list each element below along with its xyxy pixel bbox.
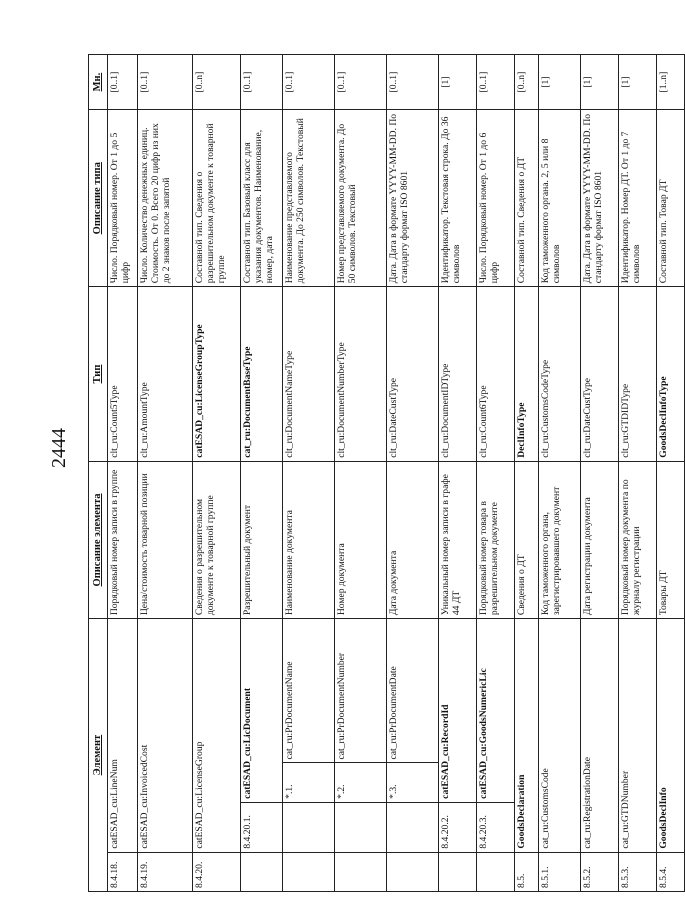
element-table bbox=[88, 54, 685, 892]
cell-mult: [0..1] bbox=[335, 55, 387, 110]
cell-mult: [1] bbox=[539, 55, 581, 110]
cell-name: catESAD_cu:LicenseGroup bbox=[193, 619, 241, 852]
cell-mult: [0..1] bbox=[283, 55, 335, 110]
indent-cell bbox=[387, 802, 439, 852]
cell-desc: Порядковый номер записи в группе bbox=[108, 461, 138, 618]
indent-cell bbox=[283, 802, 335, 852]
table-row bbox=[539, 55, 581, 892]
cell-name: catESAD_cu:LineNum bbox=[108, 619, 138, 852]
cell-type: clt_ru:DocumentIDType bbox=[439, 287, 477, 461]
cell-mult: [1..n] bbox=[657, 55, 685, 110]
cell-type: clt_ru:DateCustType bbox=[387, 287, 439, 461]
cell-name: catESAD_cu:RecordId bbox=[439, 619, 477, 803]
cell-desc: Товары ДТ bbox=[657, 461, 685, 618]
header-description: Описание элемента bbox=[89, 461, 108, 618]
cell-num: 8.4.19. bbox=[138, 852, 193, 891]
indent-cell bbox=[283, 852, 335, 891]
header-type: Тип bbox=[89, 287, 108, 461]
indent-cell bbox=[335, 852, 387, 891]
cell-num: 8.5.2. bbox=[581, 852, 619, 891]
table-row bbox=[387, 55, 439, 892]
cell-num: 8.5.1. bbox=[539, 852, 581, 891]
cell-mult: [0..1] bbox=[241, 55, 283, 110]
cell-tdesc: Код таможенного органа. 2, 5 или 8 символов bbox=[539, 110, 581, 287]
cell-mult: [0..1] bbox=[138, 55, 193, 110]
cell-tdesc: Идентификатор. Номер ДТ. От 1 до 7 символов bbox=[619, 110, 657, 287]
cell-tdesc: Наименование представляемого документа. До 250 символов. Текстовый bbox=[283, 110, 335, 287]
cell-name: catESAD_cu:LicDocument bbox=[241, 619, 283, 803]
cell-type: clt_ru:Count6Type bbox=[477, 287, 515, 461]
cell-sub2: *.2. bbox=[335, 763, 387, 802]
cell-desc: Порядковый номер документа по журналу регистрации bbox=[619, 461, 657, 618]
table-header-row bbox=[89, 55, 108, 892]
cell-tdesc: Идентификатор. Текстовая строка. До 36 символов bbox=[439, 110, 477, 287]
indent-cell bbox=[335, 802, 387, 852]
table-row bbox=[193, 55, 241, 892]
table-row bbox=[477, 55, 515, 892]
cell-desc: Дата регистрации документа bbox=[581, 461, 619, 618]
cell-mult: [0..1] bbox=[108, 55, 138, 110]
cell-desc: Наименование документа bbox=[283, 461, 335, 618]
cell-tdesc: Составной тип. Базовый класс для указания документов. Наименование, номер, дата bbox=[241, 110, 283, 287]
table-row bbox=[439, 55, 477, 892]
cell-name: GoodsDeclInfo bbox=[657, 619, 685, 852]
header-multiplicity: Мн. bbox=[89, 55, 108, 110]
cell-type: DeclInfoType bbox=[515, 287, 539, 461]
cell-tdesc: Номер представляемого документа. До 50 символов. Текстовый bbox=[335, 110, 387, 287]
cell-desc: Уникальный номер записи в графе 44 ДТ bbox=[439, 461, 477, 618]
cell-type: clt_ru:DocumentNumberType bbox=[335, 287, 387, 461]
cell-tdesc: Составной тип. Товар ДТ bbox=[657, 110, 685, 287]
cell-mult: [0..n] bbox=[515, 55, 539, 110]
cell-desc: Порядковый номер товара в разрешительном документе bbox=[477, 461, 515, 618]
cell-desc: Номер документа bbox=[335, 461, 387, 618]
cell-mult: [1] bbox=[581, 55, 619, 110]
cell-sub: 8.4.20.2. bbox=[439, 802, 477, 852]
cell-sub: 8.4.20.3. bbox=[477, 802, 515, 852]
cell-tdesc: Дата. Дата в формате YYYY-MM-DD. По стандарту формат ISO 8601 bbox=[387, 110, 439, 287]
cell-name: cat_ru:PrDocumentNumber bbox=[335, 619, 387, 763]
cell-type: cat_ru:DocumentBaseType bbox=[241, 287, 283, 461]
cell-type: clt_ru:DateCustType bbox=[581, 287, 619, 461]
cell-desc: Код таможенного органа, зарегистрировавшего документ bbox=[539, 461, 581, 618]
cell-type: GoodsDeclInfoType bbox=[657, 287, 685, 461]
cell-name: cat_ru:GTDNumber bbox=[619, 619, 657, 852]
table-row bbox=[241, 55, 283, 892]
page-number: 2444 bbox=[48, 428, 70, 468]
cell-name: cat_ru:RegistrationDate bbox=[581, 619, 619, 852]
cell-desc: Цена/стоимость товарной позиции bbox=[138, 461, 193, 618]
table-row bbox=[657, 55, 685, 892]
cell-type: clt_ru:GTDIDType bbox=[619, 287, 657, 461]
cell-mult: [1] bbox=[619, 55, 657, 110]
table-row bbox=[283, 55, 335, 892]
cell-sub2: *.1. bbox=[283, 763, 335, 802]
cell-tdesc: Число. Порядковый номер. От 1 до 6 цифр bbox=[477, 110, 515, 287]
cell-desc: Разрешительный документ bbox=[241, 461, 283, 618]
cell-name: catESAD_cu:InvoicedCost bbox=[138, 619, 193, 852]
cell-num: 8.4.18. bbox=[108, 852, 138, 891]
rotated-table-container bbox=[88, 54, 670, 892]
indent-cell bbox=[439, 852, 477, 891]
cell-name: catESAD_cu:GoodsNumericLic bbox=[477, 619, 515, 803]
header-element: Элемент bbox=[89, 619, 108, 892]
cell-num: 8.5. bbox=[515, 852, 539, 891]
indent-cell bbox=[477, 852, 515, 891]
cell-sub2: *.3. bbox=[387, 763, 439, 802]
cell-num: 8.5.4. bbox=[657, 852, 685, 891]
table-body bbox=[108, 55, 685, 892]
cell-tdesc: Составной тип. Сведения о ДТ bbox=[515, 110, 539, 287]
cell-name: GoodsDeclaration bbox=[515, 619, 539, 852]
cell-type: catESAD_cu:LicenseGroupType bbox=[193, 287, 241, 461]
cell-type: clt_ru:CustomsCodeType bbox=[539, 287, 581, 461]
cell-name: cat_ru:PrDocumentName bbox=[283, 619, 335, 763]
cell-tdesc: Составной тип. Сведения о разрешительном документе к товарной группе bbox=[193, 110, 241, 287]
table-row bbox=[138, 55, 193, 892]
cell-num: 8.5.3. bbox=[619, 852, 657, 891]
cell-desc: Сведения о ДТ bbox=[515, 461, 539, 618]
cell-mult: [1] bbox=[439, 55, 477, 110]
cell-mult: [0..n] bbox=[193, 55, 241, 110]
cell-mult: [0..1] bbox=[387, 55, 439, 110]
cell-mult: [0..1] bbox=[477, 55, 515, 110]
cell-type: clt_ru:DocumentNameType bbox=[283, 287, 335, 461]
table-row bbox=[108, 55, 138, 892]
cell-tdesc: Число. Порядковый номер. От 1 до 5 цифр bbox=[108, 110, 138, 287]
table-row bbox=[619, 55, 657, 892]
cell-num: 8.4.20. bbox=[193, 852, 241, 891]
table-row bbox=[581, 55, 619, 892]
cell-type: clt_ru:Count5Type bbox=[108, 287, 138, 461]
cell-tdesc: Дата. Дата в формате YYYY-MM-DD. По стандарту формат ISO 8601 bbox=[581, 110, 619, 287]
cell-name: cat_ru:CustomsCode bbox=[539, 619, 581, 852]
indent-cell bbox=[241, 852, 283, 891]
cell-name: cat_ru:PrDocumentDate bbox=[387, 619, 439, 763]
cell-sub: 8.4.20.1. bbox=[241, 802, 283, 852]
cell-desc: Сведения о разрешительном документе к товарной группе bbox=[193, 461, 241, 618]
indent-cell bbox=[387, 852, 439, 891]
cell-type: clt_ru:AmountType bbox=[138, 287, 193, 461]
table-row bbox=[515, 55, 539, 892]
cell-tdesc: Число. Количество денежных единиц. Стоимость. От 0. Всего 20 цифр из них до 2 знаков после запятой bbox=[138, 110, 193, 287]
table-row bbox=[335, 55, 387, 892]
header-type-description: Описание типа bbox=[89, 110, 108, 287]
cell-desc: Дата документа bbox=[387, 461, 439, 618]
